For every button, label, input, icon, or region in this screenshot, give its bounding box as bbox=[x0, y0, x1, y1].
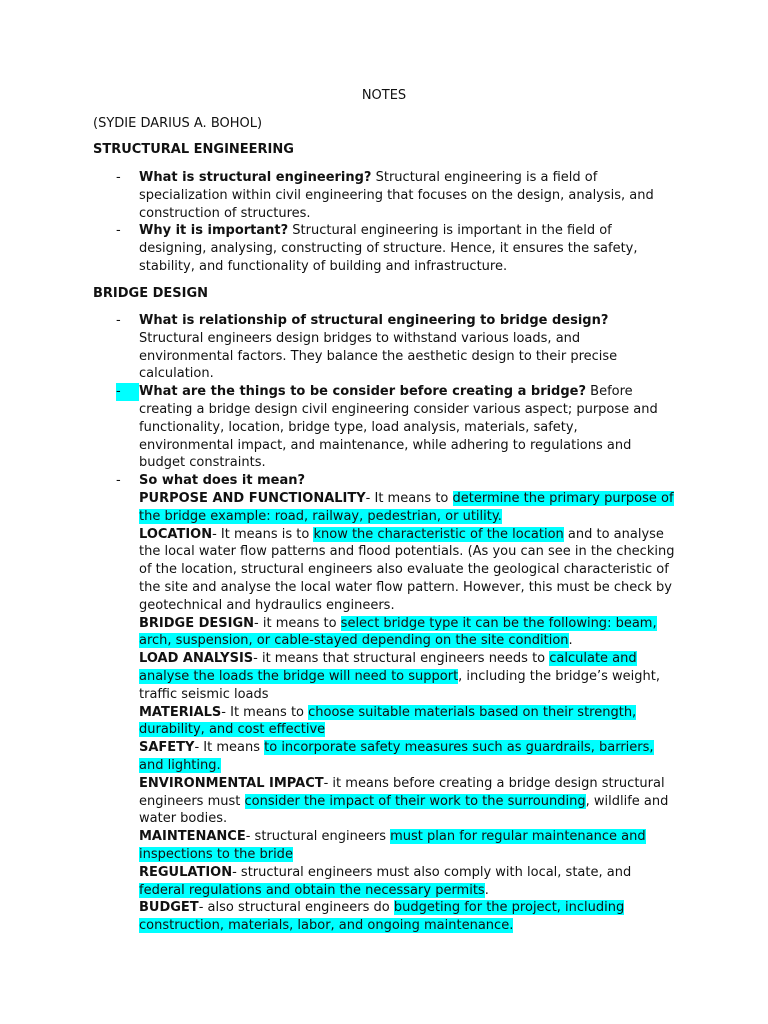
term-budget bbox=[139, 899, 675, 935]
list-item bbox=[0, 383, 675, 472]
term-safety bbox=[139, 739, 675, 775]
highlighted-text: choose suitable materials based on their strength, durability, and cost effective bbox=[139, 704, 637, 738]
term-regulation bbox=[139, 864, 675, 900]
list-item bbox=[0, 472, 675, 935]
term-text: - It means to bbox=[365, 490, 453, 506]
term-maintenance bbox=[139, 828, 675, 864]
term-text: - structural engineers bbox=[245, 829, 391, 845]
answer-text: Structural engineering is a field of specialization within civil engineering that focuses on the design, analysis, and construction of structures. bbox=[139, 170, 654, 221]
term-name: LOCATION bbox=[139, 526, 213, 542]
highlighted-text: calculate and analyse the loads the bridge will need to support bbox=[139, 651, 637, 684]
bullet-dash: - bbox=[116, 313, 121, 328]
term-location bbox=[139, 526, 675, 615]
term-text: . bbox=[484, 882, 489, 898]
term-name: MAINTENANCE bbox=[139, 829, 246, 845]
highlighted-text: determine the primary purpose of the bridge example: road, railway, pedestrian, or utility. bbox=[139, 490, 674, 524]
bridge-design-list bbox=[0, 312, 675, 935]
term-text: , including the bridge’s weight, traffic seismic loads bbox=[139, 668, 660, 702]
bullet-dash-highlighted: - bbox=[116, 383, 139, 401]
term-text: and to analyse the local water flow patterns and flood potentials. (As you can see in the checking of the location, structural engineers also evaluate the geological characteristic of the site and analyse the local water flow pattern. However, this must be check by geotechnical and hydraulics engineers. bbox=[139, 526, 675, 613]
question-text: What is structural engineering? bbox=[139, 170, 372, 185]
list-item bbox=[0, 222, 675, 275]
highlighted-text: consider the impact of their work to the surrounding bbox=[244, 793, 586, 809]
highlighted-text: select bridge type it can be the following: beam, arch, suspension, or cable-stayed depending on the site condition bbox=[139, 615, 657, 649]
term-text: - also structural engineers do bbox=[198, 900, 394, 916]
page-title: NOTES bbox=[361, 88, 407, 103]
question-text: So what does it mean? bbox=[139, 473, 306, 489]
terms-list bbox=[139, 490, 675, 935]
term-name: REGULATION bbox=[139, 864, 233, 880]
answer-text: Structural engineers design bridges to withstand various loads, and environmental factors. They balance the aesthetic design to their precise calculation. bbox=[139, 330, 618, 382]
highlighted-text: federal regulations and obtain the necessary permits bbox=[139, 882, 485, 898]
term-name: MATERIALS bbox=[139, 704, 222, 720]
list-item bbox=[0, 312, 675, 383]
term-text: - it means that structural engineers needs to bbox=[253, 651, 550, 667]
term-text: - It means bbox=[194, 740, 265, 756]
section-heading-structural-engineering: STRUCTURAL ENGINEERING bbox=[93, 142, 294, 157]
bullet-dash: - bbox=[116, 170, 121, 185]
bullet-dash: - bbox=[116, 223, 121, 239]
term-environmental-impact bbox=[139, 775, 675, 828]
term-materials bbox=[139, 704, 675, 740]
bullet-dash: - bbox=[116, 473, 121, 489]
question-text: What are the things to be consider before creating a bridge? bbox=[139, 384, 587, 400]
term-bridge-design bbox=[139, 615, 675, 651]
term-name: LOAD ANALYSIS bbox=[139, 651, 254, 667]
term-load-analysis bbox=[139, 650, 675, 703]
question-text: What is relationship of structural engineering to bridge design? bbox=[139, 313, 609, 328]
answer-text: Before creating a bridge design civil engineering consider various aspect; purpose and functionality, location, bridge type, load analysis, materials, safety, environmental impact, and maintenance, while adhering to regulations and budget constraints. bbox=[139, 384, 658, 471]
term-purpose-and-functionality bbox=[139, 490, 675, 526]
term-name: PURPOSE AND FUNCTIONALITY bbox=[139, 490, 366, 506]
section-heading-bridge-design: BRIDGE DESIGN bbox=[93, 286, 209, 301]
term-text: - It means is to bbox=[212, 526, 314, 542]
list-item bbox=[0, 169, 675, 222]
term-text: . bbox=[568, 633, 573, 649]
term-text: - structural engineers must also comply with local, state, and bbox=[232, 864, 632, 880]
structural-engineering-list bbox=[0, 169, 675, 276]
question-text: Why it is important? bbox=[139, 223, 289, 239]
author-line: (SYDIE DARIUS A. BOHOL) bbox=[93, 116, 263, 131]
answer-text: Structural engineering is important in the field of designing, analysing, constructing of structure. Hence, it ensures the safety, stability, and functionality of building and infrastructure. bbox=[139, 223, 638, 274]
term-name: BRIDGE DESIGN bbox=[139, 615, 255, 631]
highlighted-text: know the characteristic of the location bbox=[313, 526, 564, 542]
term-text: , wildlife and water bodies. bbox=[139, 793, 669, 827]
term-name: SAFETY bbox=[139, 740, 195, 756]
highlighted-text: must plan for regular maintenance and inspections to the bride bbox=[139, 829, 646, 862]
term-text: - it means before creating a bridge design structural engineers must bbox=[139, 775, 665, 809]
term-name: BUDGET bbox=[139, 900, 199, 916]
term-text: - it means to bbox=[254, 615, 341, 631]
highlighted-text: to incorporate safety measures such as guardrails, barriers, and lighting. bbox=[139, 740, 654, 773]
highlighted-text: budgeting for the project, including construction, materials, labor, and ongoing maintenance. bbox=[139, 900, 625, 934]
term-text: - It means to bbox=[221, 704, 309, 720]
term-name: ENVIRONMENTAL IMPACT bbox=[139, 775, 324, 791]
